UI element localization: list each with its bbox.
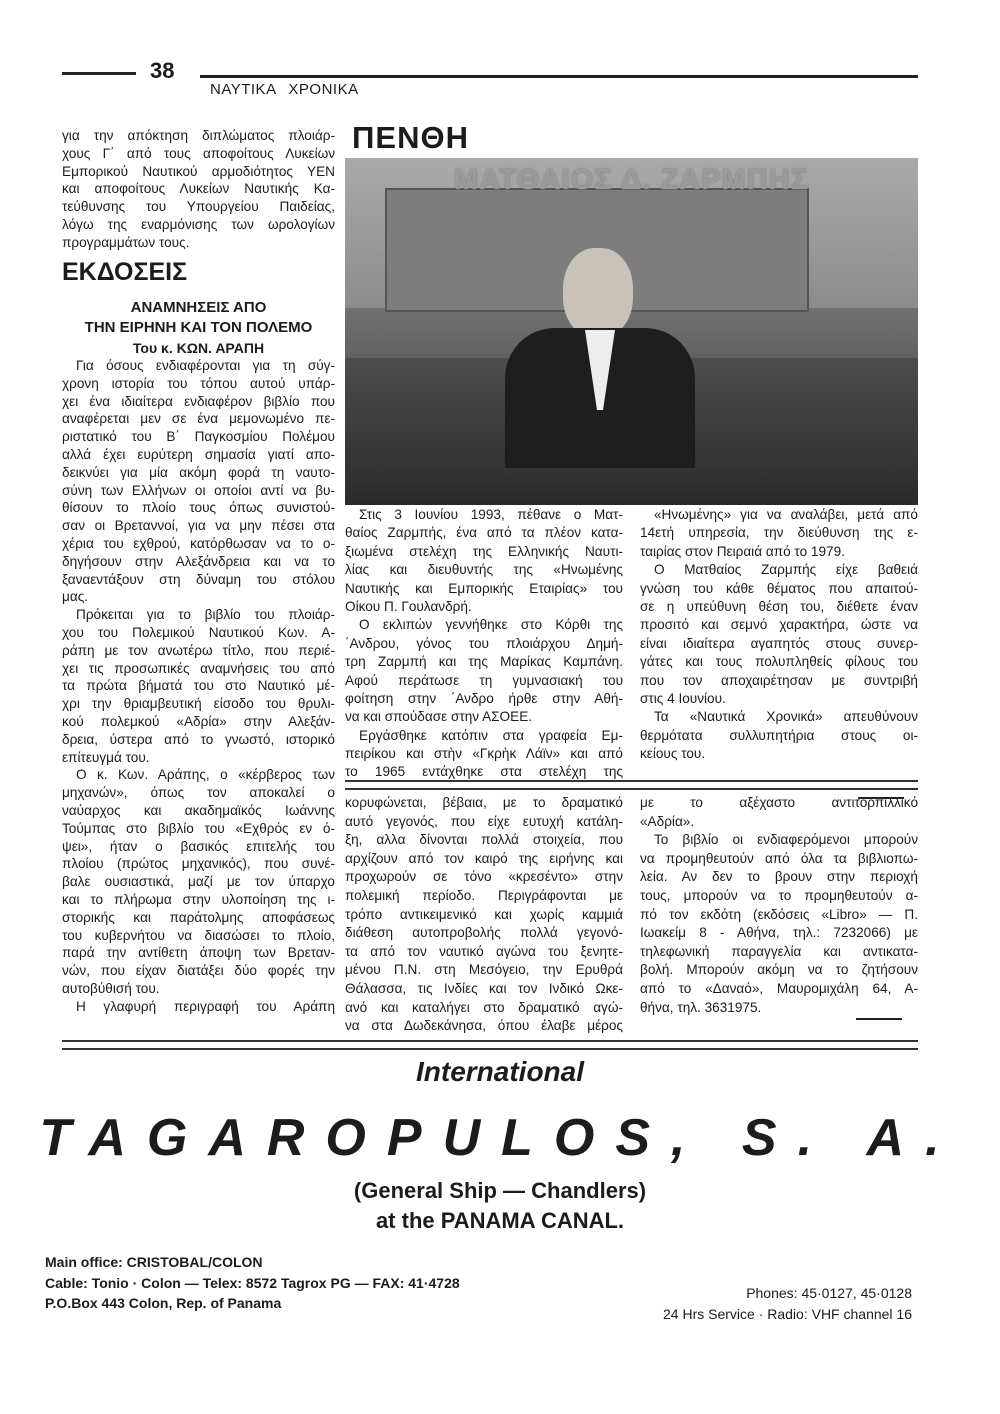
ad-tagline: International bbox=[415, 1056, 584, 1087]
obituary-text-middle bbox=[345, 506, 623, 782]
text-line: ψει», ήταν ο βασικός επιτελής του bbox=[62, 838, 335, 854]
text-line: δρεια, ύστερα από το γνωστό, ιστορικό bbox=[62, 731, 335, 747]
text-line: μένου Π.Ν. στη Μεσόγειο, την Ερυθρά bbox=[345, 962, 623, 978]
text-line: Ο εκλιπών γεννήθηκε στο Κόρθι της bbox=[359, 617, 623, 633]
header-rule-left bbox=[62, 72, 136, 75]
text-line: βαλε ουσιαστικά, μαζί με τον ύπαρχο bbox=[62, 874, 335, 890]
text-line: τεύθυνσης του Υπουργείου Παιδείας, bbox=[62, 199, 335, 215]
page-number: 38 bbox=[150, 58, 175, 83]
text-line: γνώση του κάθε θέματος που απαιτού- bbox=[640, 580, 918, 596]
text-line: νών, που είχαν διατάξει δύο φορές την bbox=[62, 963, 335, 979]
text-line: ταιρίας στον Πειραιά από το 1979. bbox=[640, 543, 845, 559]
text-line: λεία. Αν δεν το βρουν στην περιοχή bbox=[640, 869, 918, 885]
text-line: πειρίκου και στὴν «Γκρὴκ Λάϊν» και από bbox=[345, 746, 623, 762]
text-line: ναύαρχος και ακαδημαϊκός Ιωάννης bbox=[62, 802, 335, 818]
text-line: ράπη με τον ανωτέρω τίτλο, που περιέ- bbox=[62, 642, 335, 658]
paragraph bbox=[640, 831, 918, 1017]
text-line: και το πλήρωμα στην υλοποίηση της ι- bbox=[62, 891, 335, 907]
text-line: Αφού περάτωσε τη γυμνασιακή του bbox=[345, 672, 623, 688]
text-line: Για όσους ενδιαφέρονται για τη σύγ- bbox=[76, 358, 335, 373]
divider-double-rule-1 bbox=[345, 780, 918, 790]
text-line: μηχανών», όπως τον αποκαλεί ο bbox=[62, 785, 335, 801]
text-line: Ο κ. Κων. Αράπης, ο «κέρβερος των bbox=[76, 767, 335, 783]
obituary-text-right bbox=[640, 506, 918, 763]
text-line: Ναυτικής και Εμπορικής Εταιρίας» του bbox=[345, 580, 623, 596]
ad-main-office: Main office: CRISTOBAL/COLON bbox=[45, 1254, 263, 1270]
text-line: χει τις προσωπικές αναμνήσεις του από bbox=[62, 660, 335, 676]
text-line: «Αδρία». bbox=[640, 813, 695, 829]
text-line: το 1965 εντάχθηκε στα στελέχη της bbox=[345, 764, 623, 780]
text-line: τα πρώτα βήματά του στο Ναυτικό μέ- bbox=[62, 678, 335, 694]
text-line: πλοίου (πρώτος μηχανικός), που συνέ- bbox=[62, 856, 335, 872]
magazine-title: ΝΑΥΤΙΚΑ ΧΡΟΝΙΚΑ bbox=[210, 81, 359, 98]
section-title-penthi: ΠΕΝΘΗ bbox=[352, 120, 469, 155]
text-line: Οίκου Π. Γουλανδρή. bbox=[345, 598, 472, 614]
text-line: τρόπο αντικειμενικό και χωρίς καμμιά bbox=[345, 906, 623, 922]
text-line: αυτοβύθισή του. bbox=[62, 980, 160, 996]
section-title-ekdoseis: ΕΚΔΟΣΕΙΣ bbox=[62, 258, 188, 286]
text-line: «Ηνωμένης» για να αναλάβει, μετά από bbox=[654, 507, 918, 522]
text-line: ξαναεντάξουν στη δύναμη του στόλου bbox=[62, 571, 335, 587]
text-line: αυτό γεγονός, που είχε ευτυχή κατάλη- bbox=[345, 813, 623, 829]
paragraph bbox=[345, 794, 623, 1036]
text-line: Ο Ματθαίος Ζαρμπής είχε βαθειά bbox=[654, 562, 918, 578]
photo-caption: ΜΑΤΘΑΙΟΣ Δ. ΖΑΡΜΠΗΣ bbox=[453, 164, 809, 196]
book-title-line-1: ΑΝΑΜΝΗΣΕΙΣ ΑΠΟ bbox=[130, 299, 267, 316]
text-line: θίσουν το πλοίο τους όπως συνιστού- bbox=[62, 500, 335, 516]
paragraph bbox=[640, 506, 918, 561]
text-line: που τον αποχαιρέτησαν με συντριβή bbox=[640, 672, 918, 688]
text-line: Το βιβλίο οι ενδιαφερόμενοι μπορούν bbox=[654, 832, 918, 848]
text-line: ανό και καταλήγει στο δραματικό αγώ- bbox=[345, 999, 623, 1015]
text-line: τους, μπορούν να το προμηθευτούν α- bbox=[640, 887, 918, 903]
text-line: χους Γ΄ από τους αποφοίτους Λυκείων bbox=[62, 145, 335, 161]
paragraph bbox=[640, 561, 918, 708]
text-line: τηλεφωνική παραγγελία και αντικατα- bbox=[640, 943, 918, 959]
text-line: του κυβερνήτου να διασώσει το πλοίο, bbox=[62, 927, 335, 943]
text-line: τα από τον ναυτικό αγώνα του ξενητε- bbox=[345, 943, 623, 959]
text-line: χει ένα ιδιαίτερα ενδιαφέρον βιβλίο που bbox=[62, 393, 335, 409]
text-line: να και σπούδασε στην ΑΣΟΕΕ. bbox=[345, 709, 533, 725]
person-silhouette bbox=[563, 248, 633, 338]
paragraph bbox=[345, 506, 623, 616]
text-line: αναφέρεται μεν σε ένα μεμονωμένο πε- bbox=[62, 411, 335, 427]
text-line: μας. bbox=[62, 589, 89, 605]
text-line: ριστατικό του Β΄ Παγκοσμίου Πολέμου bbox=[62, 429, 335, 445]
text-line: γάτες και τους πολυπληθείς φίλους του bbox=[640, 654, 918, 670]
text-line: προσιτό και σεμνό χαρακτήρα, ώστε να bbox=[640, 617, 918, 633]
text-line: Τα «Ναυτικά Χρονικά» απευθύνουν bbox=[654, 709, 918, 725]
text-line: Ιωακείμ 8 - Αθήνα, τηλ.: 7232066) με bbox=[640, 925, 918, 941]
paragraph bbox=[62, 998, 335, 1016]
text-line: ΄Ανδρου, γόνος του πλοιάρχου Δημή- bbox=[345, 635, 623, 651]
paragraph bbox=[640, 794, 918, 831]
paragraph bbox=[62, 766, 335, 997]
text-line: αρχίζουν από τον καιρό της ειρήνης και bbox=[345, 850, 623, 866]
text-line: είναι ιδιαίτερα αγαπητός στους συνερ- bbox=[640, 635, 918, 651]
text-line: στις 4 Ιουνίου. bbox=[640, 690, 726, 706]
text-line: παρά την αντίθετη άποψη των Βρεταν- bbox=[62, 945, 335, 961]
paragraph bbox=[62, 127, 335, 252]
text-line: να προμηθευτούν από όλα τα βιβλιοπω- bbox=[640, 850, 918, 866]
divider-double-rule-2 bbox=[62, 1040, 918, 1050]
text-line: κείους του. bbox=[640, 746, 706, 762]
text-line: ξη, αλλα δίνονται πολλά στοιχεία, που bbox=[345, 832, 623, 848]
text-line: Στις 3 Ιουνίου 1993, πέθανε ο Ματ- bbox=[359, 507, 623, 522]
text-line: θαίος Ζαρμπής, ένα από τα πλέον κατα- bbox=[345, 525, 623, 541]
paragraph bbox=[640, 708, 918, 763]
text-line: ξιωμένα στελέχη της Ελληνικής Ναυτι- bbox=[345, 543, 623, 559]
ad-radio-service: 24 Hrs Service · Radio: VHF channel 16 bbox=[663, 1306, 912, 1322]
text-line: σαν οι Βρεταννοί, για να μην πέσει στα bbox=[62, 518, 335, 534]
ad-phones: Phones: 45·0127, 45·0128 bbox=[746, 1285, 912, 1301]
text-line: Εργάσθηκε κατόπιν στα γραφεία Εμ- bbox=[359, 727, 623, 743]
text-line: Η γλαφυρή περιγραφή του Αράπη bbox=[76, 998, 335, 1014]
text-line: κορυφώνεται, βέβαια, με το δραματικό bbox=[345, 795, 623, 810]
ad-services: (General Ship — Chandlers) bbox=[353, 1178, 647, 1203]
text-line: Τούμπας στο βιβλίο του «Εχθρός εν ό- bbox=[62, 820, 335, 836]
text-line: προχωρούν σε τόνο «κρεσέντο» στην bbox=[345, 869, 623, 885]
book-review-continued-middle bbox=[345, 794, 623, 1036]
text-line: δηγήσουν στην Αλεξάνδρεια και να το bbox=[62, 553, 335, 569]
book-title-line-2: ΤΗΝ ΕΙΡΗΝΗ ΚΑΙ ΤΟΝ ΠΟΛΕΜΟ bbox=[84, 319, 313, 336]
text-line: πό τον εκδότη (εκδόσεις «Libro» — Π. bbox=[640, 906, 918, 922]
paragraph bbox=[62, 606, 335, 766]
text-line: Θάλασσα, τις Ινδίες και τον Ινδικό Ωκε- bbox=[345, 980, 623, 996]
text-line: χρονη ιστορία του τόπου αυτού υπάρ- bbox=[62, 375, 335, 391]
text-line: βολή. Μπορούν ακόμη να το ζητήσουν bbox=[640, 962, 918, 978]
text-line: χέρια του εχθρού, κατόρθωσαν να το ο- bbox=[62, 535, 335, 551]
left-column-book-review bbox=[62, 357, 335, 1015]
text-line: από το «Δαναό», Μαυρομιχάλη 64, Α- bbox=[640, 980, 918, 996]
text-line: σε η υπεύθυνη θέση του, διέθετε έναν bbox=[640, 598, 918, 614]
text-line: χρι την θριαμβευτική είσοδο του θρυλι- bbox=[62, 696, 335, 712]
book-review-continued-right bbox=[640, 794, 918, 1017]
text-line: στορικής και παράτολμης αποφάσεως bbox=[62, 909, 335, 925]
text-line: τρη Ζαρμπή και της Μαρίκας Καμπάνη. bbox=[345, 654, 623, 670]
text-line: προγραμμάτων τους. bbox=[62, 234, 190, 250]
text-line: χου του Πολεμικού Ναυτικού Κων. Α- bbox=[62, 624, 335, 640]
text-line: με το αξέχαστο αντιτορπιλλικό bbox=[640, 795, 918, 810]
text-line: θήνα, τηλ. 3631975. bbox=[640, 999, 762, 1015]
ad-po-box: P.O.Box 443 Colon, Rep. of Panama bbox=[45, 1295, 282, 1311]
ad-company-name: TAGAROPULOS, S. A. bbox=[39, 1109, 961, 1167]
text-line: να στα Δωδεκάνησα, όπου έλαβε μέρος bbox=[345, 1018, 623, 1034]
text-line: λίας και διευθυντής της «Ηνωμένης bbox=[345, 562, 623, 578]
text-line: σύνη των Ελλήνων οι οποίοι αντί να βυ- bbox=[62, 482, 335, 498]
text-line: Πρόκειται για το βιβλίο του πλοιάρ- bbox=[76, 607, 335, 623]
text-line: 14ετή υπηρεσία, την διεύθυνση της ε- bbox=[640, 525, 918, 541]
ad-cable-telex-fax: Cable: Tonio · Colon — Telex: 8572 Tagrox PG — FAX: 41·4728 bbox=[45, 1275, 460, 1291]
text-line: δεικνύει για μία ακόμη φορά τη ναυτο- bbox=[62, 464, 335, 480]
obituary-photo bbox=[345, 158, 918, 505]
book-author: Του κ. ΚΩΝ. ΑΡΑΠΗ bbox=[132, 340, 265, 356]
text-line: φοίτηση στην ΄Ανδρο ήρθε στην Αθή- bbox=[345, 690, 623, 706]
text-line: Εμπορικού Ναυτικού αρμοδιότητος ΥΕΝ bbox=[62, 163, 335, 179]
text-line: αλλά έχει ευρύτερη σημασία γιατί απο- bbox=[62, 446, 335, 462]
left-column-top-text bbox=[62, 127, 335, 252]
end-mark-book-review bbox=[856, 1018, 902, 1020]
text-line: θερμότατα συλλυπητήρια στους οι- bbox=[640, 727, 918, 743]
paragraph bbox=[345, 727, 623, 782]
ad-location: at the PANAMA CANAL. bbox=[375, 1208, 625, 1233]
text-line: κού πολεμκού «Αδρία» στην Αλεξάν- bbox=[62, 713, 335, 729]
paragraph bbox=[345, 616, 623, 726]
paragraph bbox=[62, 357, 335, 606]
text-line: επίτευγμά του. bbox=[62, 749, 150, 765]
text-line: για την απόκτηση διπλώματος πλοιάρ- bbox=[62, 128, 335, 143]
text-line: και αποφοίτους Λυκείων Ναυτικής Κα- bbox=[62, 181, 335, 197]
text-line: διάθεση αυτοπροβολής πολλά γεγονό- bbox=[345, 925, 623, 941]
text-line: λόγω της εναρμόνισης των ωρολογίων bbox=[62, 216, 335, 232]
text-line: πολεμική περίοδο. Περιγράφονται με bbox=[345, 887, 623, 903]
header-rule-right bbox=[200, 75, 918, 78]
